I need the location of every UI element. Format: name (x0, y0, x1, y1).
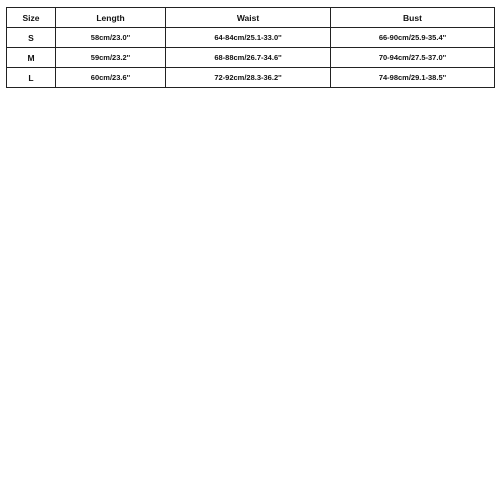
header-size: Size (7, 8, 56, 28)
cell-size: M (7, 48, 56, 68)
cell-size: S (7, 28, 56, 48)
cell-size: L (7, 68, 56, 88)
table-row-s (7, 28, 495, 48)
header-waist: Waist (166, 8, 331, 28)
cell-bust: 74-98cm/29.1-38.5'' (331, 68, 495, 88)
header-bust: Bust (331, 8, 495, 28)
cell-bust: 66-90cm/25.9-35.4'' (331, 28, 495, 48)
cell-length: 60cm/23.6'' (56, 68, 166, 88)
cell-waist: 64-84cm/25.1-33.0'' (166, 28, 331, 48)
table-row-m (7, 48, 495, 68)
cell-length: 59cm/23.2'' (56, 48, 166, 68)
table-header-row (7, 8, 495, 28)
size-chart-table (6, 7, 495, 88)
cell-length: 58cm/23.0'' (56, 28, 166, 48)
table-row-l (7, 68, 495, 88)
header-length: Length (56, 8, 166, 28)
cell-waist: 68-88cm/26.7-34.6'' (166, 48, 331, 68)
cell-waist: 72-92cm/28.3-36.2'' (166, 68, 331, 88)
cell-bust: 70-94cm/27.5-37.0'' (331, 48, 495, 68)
